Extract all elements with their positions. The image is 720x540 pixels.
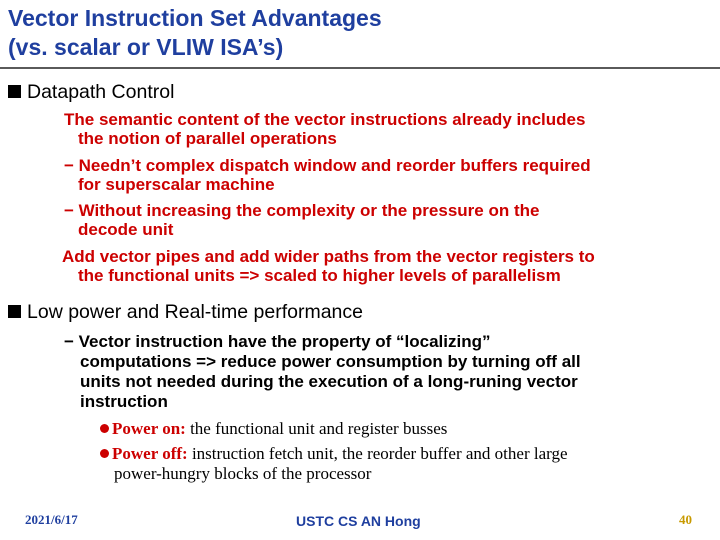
slide-title (8, 4, 708, 62)
footer-date: 2021/6/17 (25, 512, 78, 527)
square-bullet-icon (8, 305, 21, 318)
outro-line-1: Add vector pipes and add wider paths from the vector registers to (62, 247, 595, 266)
dash-item-1-line-1: − Needn’t complex dispatch window and reorder buffers required (64, 156, 591, 175)
dash-item-2-line-2: decode unit (78, 220, 174, 239)
round-bullet-icon (100, 449, 109, 458)
title-divider (0, 67, 720, 69)
dash-item-2-line-1: − Without increasing the complexity or the pressure on the (64, 201, 540, 220)
dash-item-1-line-2: for superscalar machine (78, 175, 275, 194)
page-number: 40 (679, 512, 692, 527)
intro-line-2: the notion of parallel operations (78, 129, 337, 148)
power-on-label: Power on: (112, 419, 186, 438)
title-line-1: Vector Instruction Set Advantages (8, 5, 382, 31)
dash-item-3-line-4: instruction (80, 392, 168, 411)
square-bullet-icon (8, 85, 21, 98)
sub-item-power-on (100, 418, 447, 439)
sub-item-power-off (100, 443, 568, 464)
intro-line-1: The semantic content of the vector instructions already includes (64, 110, 586, 129)
round-bullet-icon (100, 424, 109, 433)
section-low-power (8, 300, 363, 324)
section-datapath-control (8, 80, 174, 104)
outro-line-2: the functional units => scaled to higher levels of parallelism (78, 266, 561, 285)
power-off-label: Power off: (112, 444, 188, 463)
footer-author: USTC CS AN Hong (296, 513, 421, 529)
section-heading: Datapath Control (27, 81, 175, 103)
section-heading: Low power and Real-time performance (27, 301, 363, 323)
dash-item-3-line-1: − Vector instruction have the property of “localizing” (64, 332, 491, 351)
dash-item-3-line-2: computations => reduce power consumption by turning off all (80, 352, 581, 371)
dash-item-3-line-3: units not needed during the execution of a long-runing vector (80, 372, 578, 391)
sub-item-power-off-line-2: power-hungry blocks of the processor (114, 464, 372, 483)
power-on-text: the functional unit and register busses (185, 419, 448, 438)
title-line-2: (vs. scalar or VLIW ISA’s) (8, 34, 284, 60)
power-off-text: instruction fetch unit, the reorder buffer and other large (187, 444, 568, 463)
